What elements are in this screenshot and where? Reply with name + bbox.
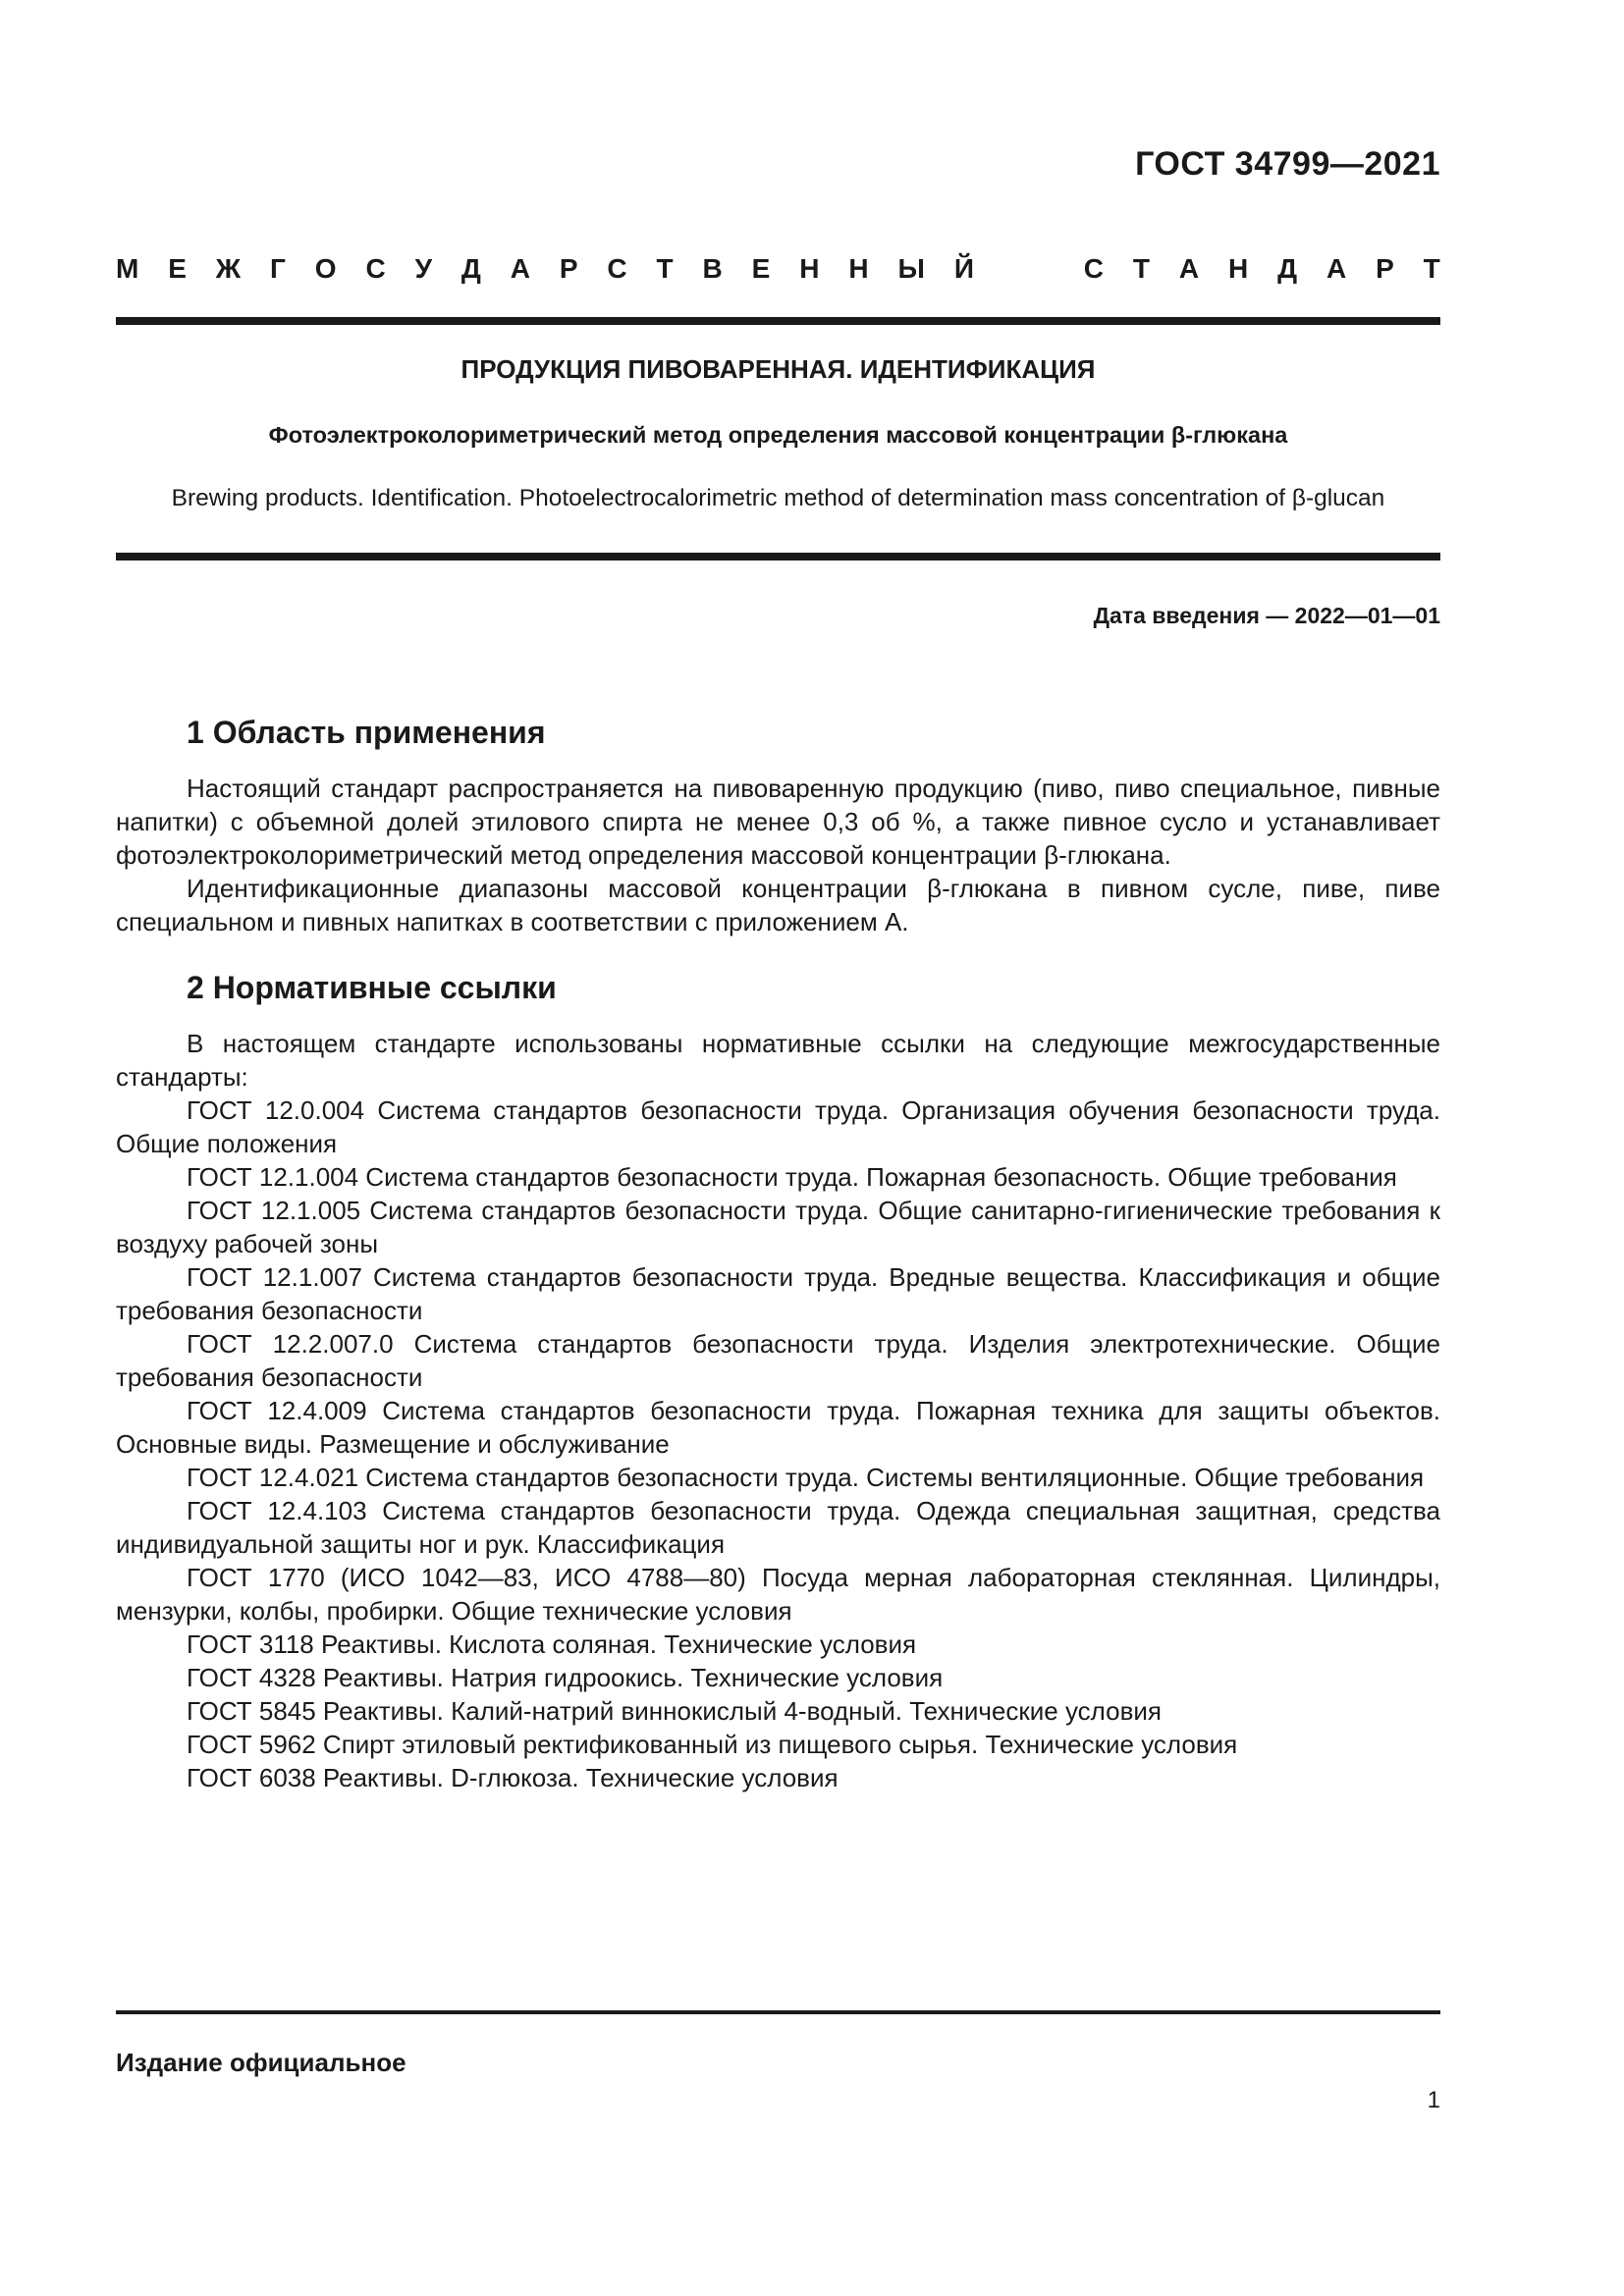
introduction-date: Дата введения — 2022—01—01 [1093, 603, 1440, 628]
reference-item: ГОСТ 12.4.103 Система стандартов безопасности труда. Одежда специальная защитная, средства индивидуальной защиты ног и рук. Классификация [116, 1496, 1440, 1559]
banner-letter: Н [848, 253, 869, 284]
banner-letter: В [702, 253, 723, 284]
banner-letter: Г [270, 253, 286, 284]
banner-letter: О [314, 253, 337, 284]
interstate-standard-banner [116, 253, 1440, 285]
banner-letter: Ы [897, 253, 925, 284]
banner-letter: Д [1277, 253, 1298, 284]
banner-letter: Е [168, 253, 187, 284]
document-number: ГОСТ 34799—2021 [1135, 145, 1440, 183]
document-subtitle: Фотоэлектроколориметрический метод определения массовой концентрации β-глюкана [268, 422, 1288, 448]
banner-letter: Й [953, 253, 974, 284]
reference-item: ГОСТ 5845 Реактивы. Калий-натрий виннокислый 4-водный. Технические условия [187, 1696, 1163, 1726]
page-number: 1 [1427, 2087, 1440, 2113]
banner-letter: М [116, 253, 139, 284]
banner-letter: А [1326, 253, 1347, 284]
banner-letter: Р [559, 253, 578, 284]
section-2-intro: В настоящем стандарте использованы нормативные ссылки на следующие межгосударственные стандарты: [116, 1029, 1440, 1092]
banner-letter: Т [656, 253, 674, 284]
reference-item: ГОСТ 5962 Спирт этиловый ректификованный из пищевого сырья. Технические условия [187, 1730, 1238, 1759]
banner-letter: Р [1376, 253, 1394, 284]
reference-item: ГОСТ 1770 (ИСО 1042—83, ИСО 4788—80) Посуда мерная лабораторная стеклянная. Цилиндры, мензурки, колбы, пробирки. Общие технические условия [116, 1563, 1440, 1626]
official-edition-label: Издание официальное [116, 2048, 406, 2077]
banner-letter: Н [1227, 253, 1249, 284]
title-divider [116, 553, 1440, 561]
reference-item: ГОСТ 12.4.009 Система стандартов безопасности труда. Пожарная техника для защиты объектов. Основные виды. Размещение и обслуживание [116, 1396, 1440, 1459]
reference-item: ГОСТ 4328 Реактивы. Натрия гидроокись. Технические условия [187, 1663, 944, 1692]
reference-item: ГОСТ 12.1.004 Система стандартов безопасности труда. Пожарная безопасность. Общие требования [187, 1162, 1397, 1192]
english-title: Brewing products. Identification. Photoelectrocalorimetric method of determination mass concentration of β-glucan [171, 485, 1385, 511]
banner-letter: С [1083, 253, 1104, 284]
top-divider [116, 317, 1440, 325]
section-1-paragraph: Идентификационные диапазоны массовой концентрации β-глюкана в пивном сусле, пиве, пиве специальном и пивных напитках в соответствии с приложением А. [116, 874, 1440, 936]
banner-letter: Т [1423, 253, 1440, 284]
footer-divider [116, 2010, 1440, 2014]
section-2-heading: 2 Нормативные ссылки [187, 970, 557, 1005]
banner-letter: Т [1132, 253, 1150, 284]
banner-letter: Д [460, 253, 481, 284]
reference-item: ГОСТ 12.1.005 Система стандартов безопасности труда. Общие санитарно-гигиенические требования к воздуху рабочей зоны [116, 1196, 1440, 1258]
reference-item: ГОСТ 3118 Реактивы. Кислота соляная. Технические условия [187, 1629, 917, 1659]
document-title: ПРОДУКЦИЯ ПИВОВАРЕННАЯ. ИДЕНТИФИКАЦИЯ [460, 354, 1096, 384]
banner-letter: С [365, 253, 386, 284]
banner-letter: Н [799, 253, 820, 284]
reference-item: ГОСТ 12.0.004 Система стандартов безопасности труда. Организация обучения безопасности труда. Общие положения [116, 1095, 1440, 1158]
document-body [116, 713, 1440, 1794]
reference-item: ГОСТ 12.2.007.0 Система стандартов безопасности труда. Изделия электротехнические. Общие требования безопасности [116, 1329, 1440, 1392]
banner-letter: А [510, 253, 530, 284]
banner-letter: А [1178, 253, 1200, 284]
reference-item: ГОСТ 6038 Реактивы. D-глюкоза. Технические условия [187, 1763, 839, 1792]
banner-letter: Е [751, 253, 771, 284]
section-1-heading: 1 Область применения [187, 715, 546, 750]
banner-letter: У [414, 253, 432, 284]
reference-item: ГОСТ 12.1.007 Система стандартов безопасности труда. Вредные вещества. Классификация и общие требования безопасности [116, 1262, 1440, 1325]
banner-letter: С [607, 253, 627, 284]
reference-item: ГОСТ 12.4.021 Система стандартов безопасности труда. Системы вентиляционные. Общие требования [187, 1463, 1425, 1492]
section-1-paragraph: Настоящий стандарт распространяется на пивоваренную продукцию (пиво, пиво специальное, пивные напитки) с объемной долей этилового спирта не менее 0,3 об %, а также пивное сусло и устанавливает фотоэлектроколориметрический метод определения массовой концентрации β-глюкана. [116, 774, 1440, 870]
banner-letter: Ж [215, 253, 242, 284]
